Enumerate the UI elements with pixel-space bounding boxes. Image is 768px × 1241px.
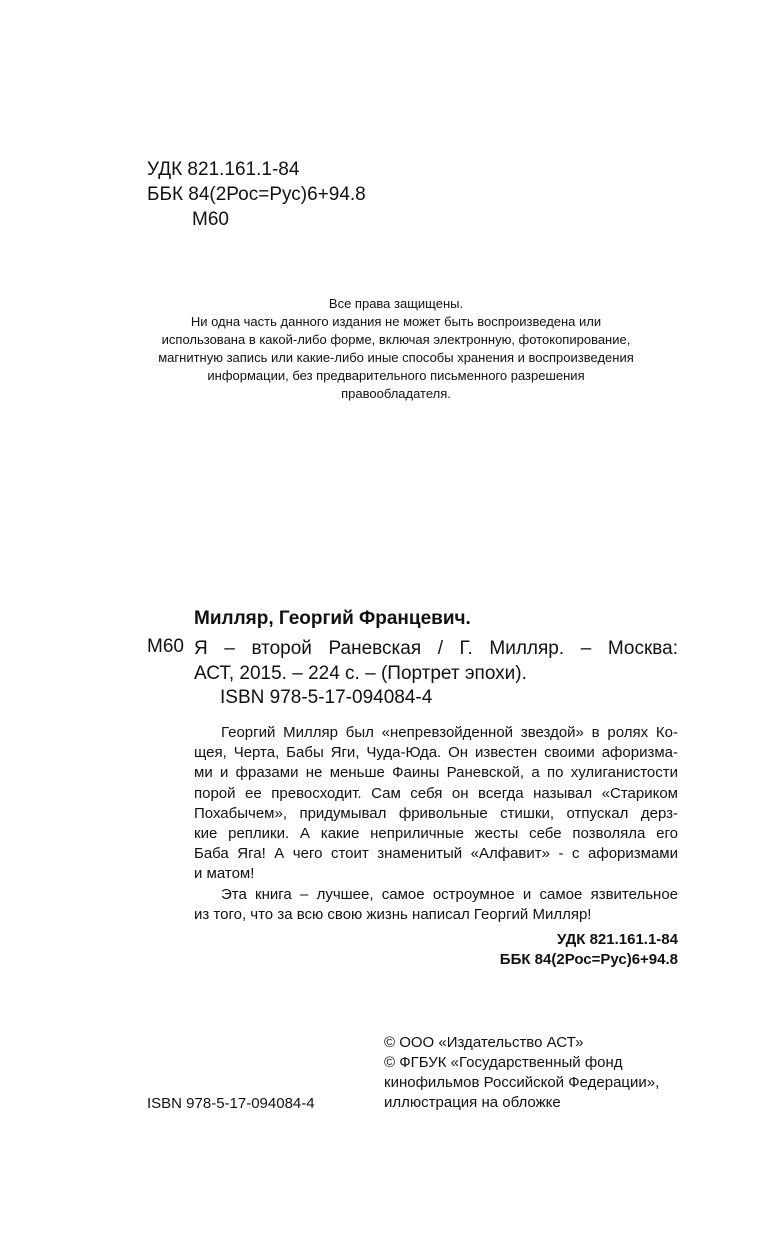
rights-line: использована в какой-либо форме, включая электронную, фотокопирование,	[161, 332, 631, 347]
annotation-line: ми и фразами не меньше Фаины Раневской, а по хулиганистости	[194, 764, 678, 782]
udk-code-bold: УДК 821.161.1-84	[557, 931, 678, 948]
publication-line: АСТ, 2015. – 224 с. – (Портрет эпохи).	[194, 663, 527, 684]
author-mark: М60	[192, 209, 229, 230]
copyright-line: иллюстрация на обложке	[384, 1094, 561, 1111]
rights-line: правообладателя.	[341, 386, 451, 401]
title-line: Я – второй Раневская / Г. Милляр. – Москва:	[194, 638, 678, 659]
udk-code: УДК 821.161.1-84	[147, 159, 300, 180]
copyright-line: © ООО «Издательство АСТ»	[384, 1034, 584, 1051]
classification-codes	[147, 157, 366, 232]
rights-line: Все права защищены.	[328, 296, 464, 311]
rights-line: информации, без предварительного письменного разрешения	[207, 368, 585, 383]
annotation-line: порой ее превосходит. Сам себя он всегда называл «Стариком	[194, 784, 678, 802]
annotation-line: кие реплики. А какие неприличные жесты себе позволяла его	[194, 825, 678, 843]
author-heading: Милляр, Георгий Францевич.	[194, 608, 471, 629]
bibliographic-author-mark: М60	[147, 636, 184, 657]
bbk-code: ББК 84(2Рос=Рус)6+94.8	[147, 184, 366, 205]
isbn-bottom: ISBN 978-5-17-094084-4	[147, 1095, 315, 1112]
copyright-line: © ФГБУК «Государственный фонд	[384, 1054, 623, 1071]
bbk-code-bold: ББК 84(2Рос=Рус)6+94.8	[499, 951, 678, 968]
annotation-line: Похабычем», придумывал фривольные стишки, отпускал дерз-	[194, 804, 678, 822]
copyright-line: кинофильмов Российской Федерации»,	[384, 1074, 660, 1091]
annotation-line: и матом!	[194, 865, 255, 883]
classification-codes-bold	[378, 930, 678, 970]
rights-notice	[140, 295, 652, 403]
rights-line: Ни одна часть данного издания не может быть воспроизведена или	[190, 314, 602, 329]
isbn-main: ISBN 978-5-17-094084-4	[220, 687, 433, 708]
annotation-line: Баба Яга! А чего стоит знаменитый «Алфавит» - с афоризмами	[194, 845, 678, 863]
annotation	[194, 723, 678, 925]
copyright-block	[384, 1033, 659, 1113]
annotation-line: щея, Черта, Бабы Яги, Чуда-Юда. Он известен своими афоризма-	[194, 744, 678, 762]
annotation-line: из того, что за всю свою жизнь написал Георгий Милляр!	[194, 905, 592, 923]
rights-line: магнитную запись или какие-либо иные способы хранения и воспроизведения	[158, 350, 634, 365]
annotation-line: Георгий Милляр был «непревзойденной звездой» в ролях Ко-	[221, 724, 678, 741]
annotation-line: Эта книга – лучшее, самое остроумное и самое язвительное	[221, 885, 678, 903]
bibliographic-description	[194, 636, 678, 686]
